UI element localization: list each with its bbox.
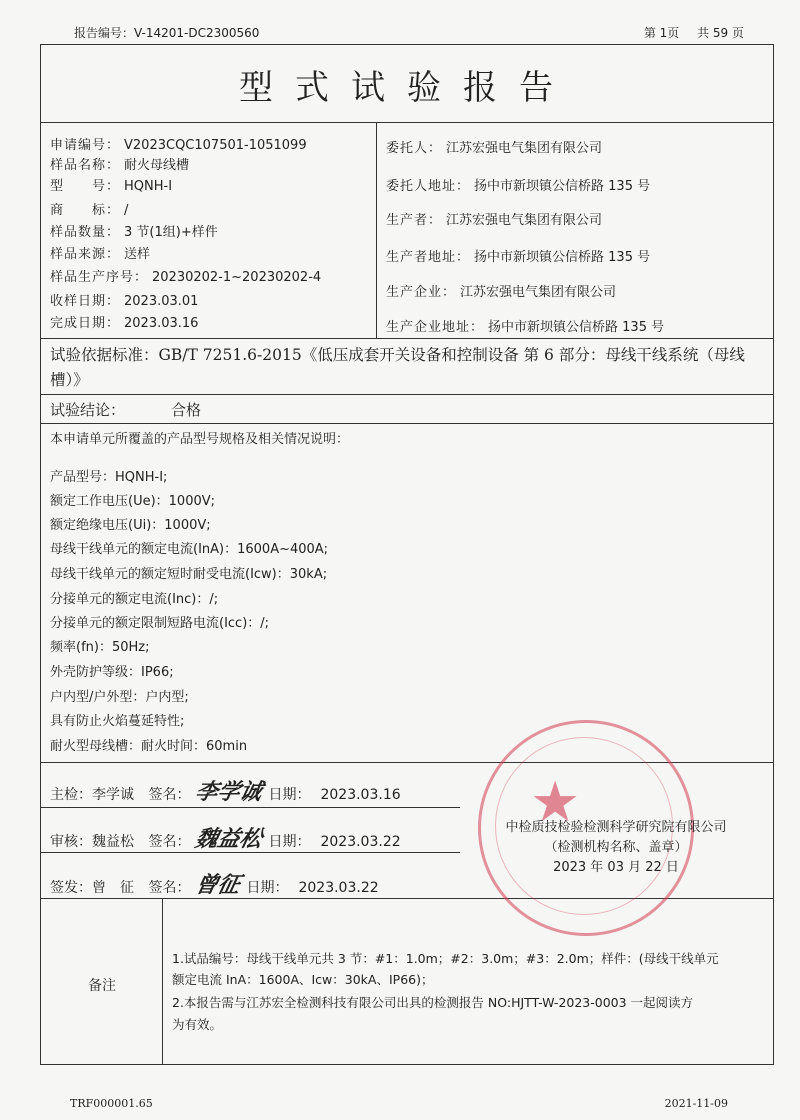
form-date: 2021-11-09 — [664, 1097, 728, 1110]
test-basis-value: GB/T 7251.6-2015《低压成套开关设备和控制设备 第 6 部分：母线干线系统（母线槽）》 — [50, 346, 745, 389]
spec-line: 具有防止火焰蔓延特性; — [50, 714, 185, 729]
remark-line: 为有效。 — [172, 1017, 223, 1032]
test-conclusion-label: 试验结论： — [50, 401, 126, 419]
organization-name: 中检质技检验检测科学研究院有限公司 — [505, 820, 727, 835]
signature-row-approver: 签发：曾 征 签名： 曾征 日期： 2023.03.22 — [50, 868, 379, 899]
info-manufacturer-address: 生产企业地址： 扬中市新坝镇公信桥路 135 号 — [386, 320, 665, 335]
test-conclusion — [50, 399, 201, 420]
spec-line: 分接单元的额定限制短路电流(Icc)：/; — [50, 616, 270, 631]
info-trademark: 商 标： / — [50, 203, 129, 218]
remark-line: 2.本报告需与江苏宏全检测科技有限公司出具的检测报告 NO:HJTT-W-2023-0003 一起阅读方 — [172, 995, 694, 1010]
test-conclusion-value: 合格 — [171, 401, 202, 419]
report-title: 型式试验报告 — [239, 68, 575, 108]
page-total: 共 59 页 — [697, 26, 744, 40]
info-received-date: 收样日期： 2023.03.01 — [50, 294, 199, 309]
divider — [40, 423, 774, 424]
divider — [40, 338, 774, 339]
form-code: TRF000001.65 — [70, 1097, 153, 1110]
remarks-label: 备注 — [88, 978, 116, 994]
divider-vertical — [376, 122, 377, 338]
spec-line: 母线干线单元的额定短时耐受电流(Icw)：30kA; — [50, 567, 328, 582]
test-basis-label: 试验依据标准： — [50, 346, 159, 364]
issuing-organization — [466, 818, 766, 878]
spec-line: 产品型号：HQNH-I; — [50, 470, 168, 485]
page-indicator — [644, 24, 744, 41]
info-producer: 生产者： 江苏宏强电气集团有限公司 — [386, 213, 603, 228]
info-client-address: 委托人地址： 扬中市新坝镇公信桥路 135 号 — [386, 179, 651, 194]
info-serial: 样品生产序号： 20230202-1~20230202-4 — [50, 270, 322, 285]
spec-line: 频率(fn)：50Hz; — [50, 640, 150, 655]
spec-line: 额定绝缘电压(Ui)：1000V; — [50, 518, 211, 533]
test-basis — [50, 343, 765, 393]
remark-line: 1.试品编号：母线干线单元共 3 节：#1：1.0m；#2：3.0m；#3：2.0m；样件：(母线干线单元 — [172, 951, 719, 966]
info-quantity: 样品数量： 3 节(1组)+样件 — [50, 225, 218, 240]
spec-line: 分接单元的额定电流(Inc)：/; — [50, 592, 219, 607]
info-client: 委托人： 江苏宏强电气集团有限公司 — [386, 141, 603, 156]
spec-line: 母线干线单元的额定电流(InA)：1600A~400A; — [50, 542, 329, 557]
divider — [40, 394, 774, 395]
signature-row-reviewer: 审核：魏益松 签名： 魏益松 日期： 2023.03.22 — [50, 822, 401, 853]
divider — [40, 122, 774, 123]
info-source: 样品来源： 送样 — [50, 247, 151, 262]
info-application-no: 申请编号： V2023CQC107501-1051099 — [50, 138, 307, 153]
spec-line: 外壳防护等级：IP66; — [50, 665, 174, 680]
divider-vertical — [162, 898, 163, 1065]
signature-row-inspector: 主检：李学诚 签名： 李学诚 日期： 2023.03.16 — [50, 775, 401, 806]
handwritten-signature: 李学诚 — [193, 779, 265, 805]
info-manufacturer: 生产企业： 江苏宏强电气集团有限公司 — [386, 285, 617, 300]
remark-line: 额定电流 InA：1600A、Icw：30kA、IP66)； — [172, 972, 434, 987]
spec-heading: 本申请单元所覆盖的产品型号规格及相关情况说明： — [50, 432, 350, 447]
seal-star-icon: ★ — [530, 770, 581, 835]
page-current: 第 1页 — [643, 26, 680, 40]
handwritten-signature: 曾征 — [193, 872, 243, 898]
info-completed-date: 完成日期： 2023.03.16 — [50, 316, 199, 331]
info-model: 型 号： HQNH-I — [50, 179, 173, 194]
spec-line: 额定工作电压(Ue)：1000V; — [50, 494, 216, 509]
report-number: 报告编号：V-14201-DC2300560 — [74, 26, 260, 40]
info-producer-address: 生产者地址： 扬中市新坝镇公信桥路 135 号 — [386, 250, 651, 265]
spec-line: 户内型/户外型：户内型; — [50, 690, 189, 705]
info-sample-name: 样品名称： 耐火母线槽 — [50, 158, 190, 173]
handwritten-signature: 魏益松 — [193, 826, 265, 852]
spec-line: 耐火型母线槽：耐火时间：60min — [50, 739, 248, 754]
organization-date: 2023 年 03 月 22 日 — [553, 860, 679, 875]
organization-note: （检测机构名称、盖章） — [544, 840, 688, 855]
divider — [40, 807, 460, 808]
